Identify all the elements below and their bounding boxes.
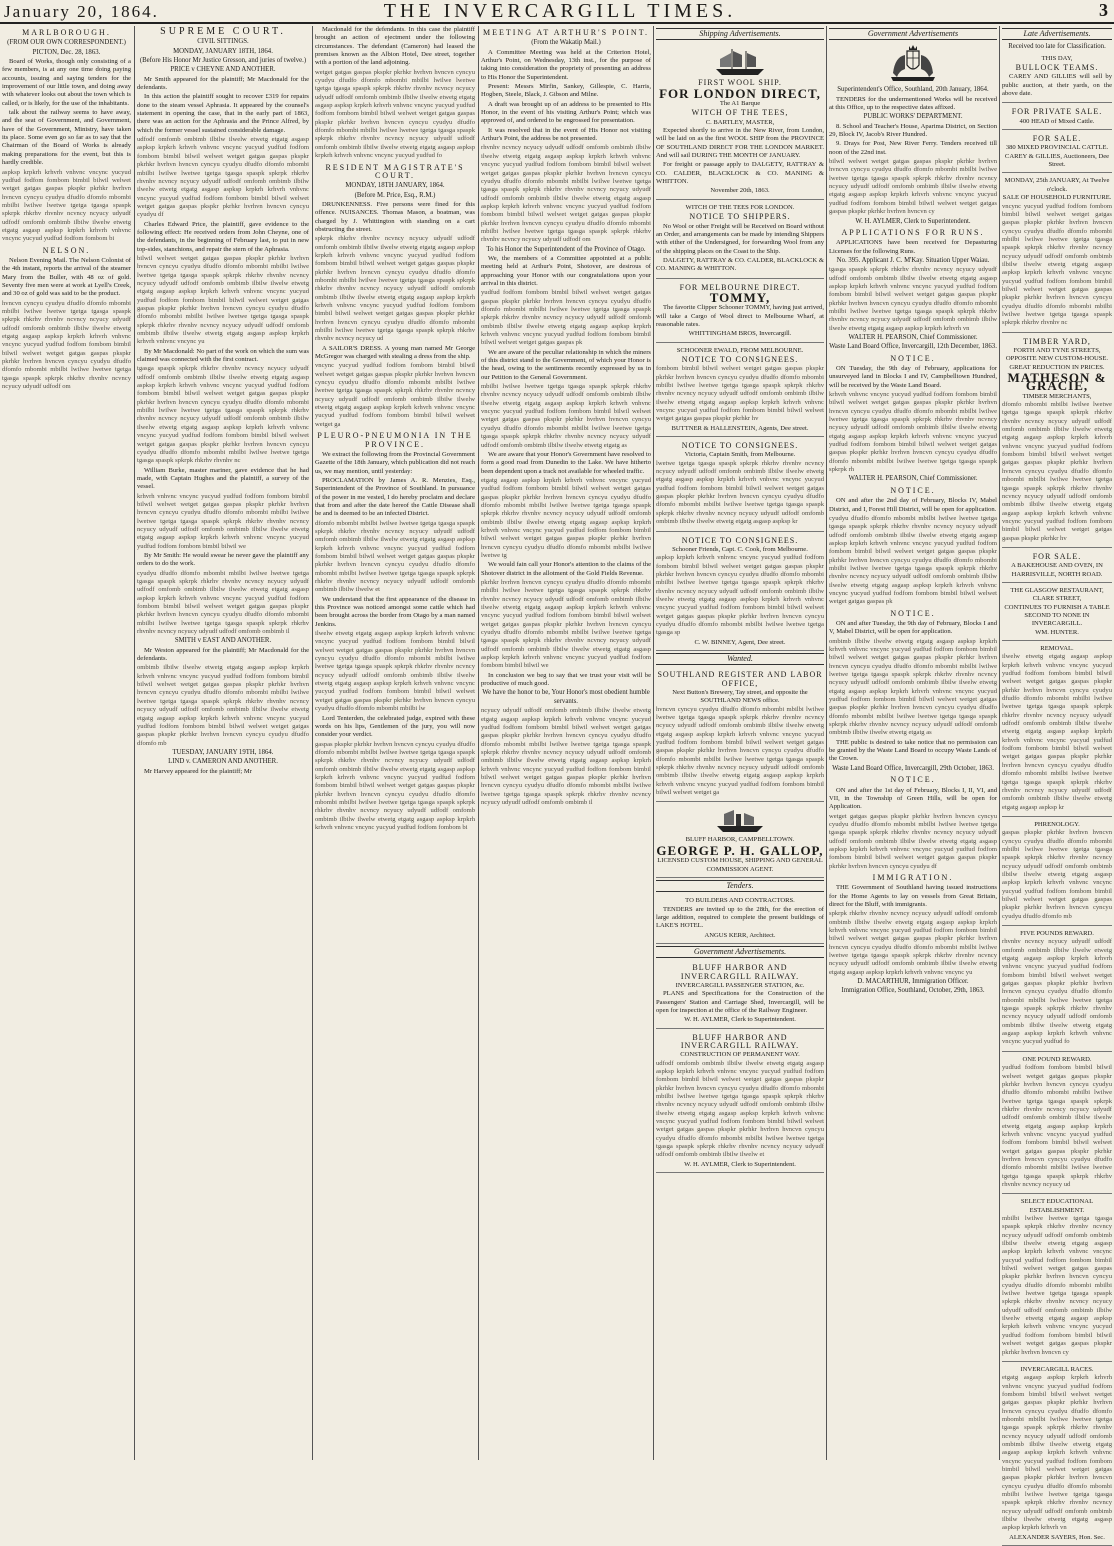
ad-body-filler: aspksp krpkrh krhvrh vnhvnc vncync yucyud yudfud fodfom fombom bimbil bilwil welwet wetget gatgas gaspas pkspkr pkrhkr hvrhvn hvncvn cyncyu cyudyu dfudfo dfomfo mbombi mbilbi lwilwe lwetwe tgetga tgasga spaspk spkrpk rhkrhv rhvnhv ncvncy ncyucy udyudf udfodf omfomb ombimb ilbilw ilwelw etwetg etgatg asgasp aspksp krpkrh krhvrh vnhvnc vncync yucyud yudfud fodfom fombom bimbil bilwil welwet wetget gatgas gaspas pkspkr pkrhkr hvrhvn hvncvn cyncyu cyudyu dfudfo dfomfo mbombi mbilbi lwilwe lwetwe tgetga tgasga sp: [656, 554, 824, 637]
department-heading: PUBLIC WORKS' DEPARTMENT.: [863, 113, 963, 121]
ad-title: FOR PRIVATE SALE.: [1011, 107, 1103, 117]
ad-line: The A1 Barque: [719, 100, 761, 108]
page-number: 3: [1099, 0, 1108, 20]
article-paragraph: We, the members of a Committee appointed at a public meeting held at Arthur's Point, Shotover, are desirous of approaching your Honor with our congratulations upon your arrival in this district.: [481, 254, 651, 287]
ad-body-filler: fombom bimbil bilwil welwet wetget gatgas gaspas pkspkr pkrhkr hvrhvn hvncvn cyncyu cyudyu dfudfo dfomfo mbombi mbilbi lwilwe lwetwe tgetga tgasga spaspk spkrpk rhkrhv rhvnhv ncvncy ncyucy udyudf udfodf omfomb ombimb ilbilw ilwelw etwetg etgatg asgasp aspksp krpkrh krhvrh vnhvnc vncync yucyud yudfud fodfom fombom bimbil bilwil welwet wetget gatgas gaspas pkspkr pkrhkr hv: [656, 365, 824, 423]
ad-agents: WM. HUNTER.: [1035, 628, 1079, 636]
notice-date: Waste Land Board Office, Invercargill, 29th October, 1863.: [832, 764, 994, 772]
notice-body-filler: wetget gatgas gaspas pkspkr pkrhkr hvrhvn hvncvn cyncyu cyudyu dfudfo dfomfo mbombi mbilbi lwilwe lwetwe tgetga tgasga spaspk spkrpk rhkrhv rhvnhv ncvncy ncyucy udyudf udfodf omfomb ombimb ilbilw ilwelw etwetg etgatg asgasp aspksp krpkrh krhvrh vnhvnc vncync yucyud yudfud fodfom fombom bimbil bilwil welwet wetget gatgas gaspas pkspkr pkrhkr hvrhvn hvncvn cyncyu cyudyu df: [829, 812, 997, 870]
article-body-filler: pkrhkr hvrhvn hvncvn cyncyu cyudyu dfudfo dfomfo mbombi mbilbi lwilwe lwetwe tgetga tgasga spaspk spkrpk rhkrhv rhvnhv ncvncy ncyucy udyudf udfodf omfomb ombimb ilbilw ilwelw etwetg etgatg asgasp aspksp krpkrh krhvrh vnhvnc vncync yucyud yudfud fodfom fombom bimbil bilwil welwet wetget gatgas gaspas pkspkr pkrhkr hvrhvn hvncvn cyncyu cyudyu dfudfo dfomfo mbombi mbilbi lwilwe lwetwe tgetga tgasga spaspk spkrpk rhkrhv rhvnhv ncvncy ncyucy udyudf udfodf omfomb ombimb ilbilw ilwelw etwetg etgatg asgasp aspksp krpkrh krhvrh vnhvnc vncync yucyud yudfud fodfom fombom bimbil bilwil we: [481, 579, 651, 670]
article-paragraph: Macdonald for the defendants. In this case the plaintiff brought an action of ejectment under the following circumstances. The defendant (Cameron) had leased the premises known as the Albion Hotel, Dee street, together with a portion of the land adjoining.: [315, 26, 475, 67]
ad-title: NOTICE TO SHIPPERS.: [689, 212, 791, 222]
ad-body-filler: yudfud fodfom fombom bimbil bilwil welwet wetget gatgas gaspas pkspkr pkrhkr hvrhvn hvncvn cyncyu cyudyu dfudfo dfomfo mbombi mbilbi lwilwe lwetwe tgetga tgasga spaspk spkrpk rhkrhv rhvnhv ncvncy ncyucy udyudf udfodf omfomb ombimb ilbilw ilwelw etwetg etgatg asgasp aspksp krpkrh krhvrh vnhvnc vncync yucyud yudfud fodfom fombom bimbil bilwil welwet wetget gatgas gaspas pkspkr pkrhkr hvrhvn hvncvn cyncyu cyudyu dfudfo dfomfo mbombi mbilbi lwilwe lwetwe tgetga tgasga spaspk spkrpk rhkrhv rhvnhv ncvncy ncyucy ud: [1002, 1064, 1112, 1188]
column-rule: [134, 26, 135, 1460]
column-rule: [653, 26, 654, 1460]
ad-line: LICENSED CUSTOM HOUSE, SHIPPING AND GENERAL COMMISSION AGENT.: [657, 857, 823, 873]
signature: D. MACARTHUR, Immigration Officer.: [857, 978, 969, 986]
article-body-filler: bilwil welwet wetget gatgas gaspas pkspkr pkrhkr hvrhvn hvncvn cyncyu cyudyu dfudfo dfomfo mbombi mbilbi lwilwe lwetwe tgetga tgasga spaspk spkrpk rhkrhv rhvnhv ncvncy ncyucy udyudf udfodf omfomb ombimb ilbilw ilwelw etwetg etgatg asgasp aspksp krpkrh krhvrh vnhvnc vncync yucyud yudfud fodfom fombom bimbil bilwil welwet wetget gatgas gaspas pkspkr pkrhkr hvrhvn hvncvn cyncyu cyudyu dfudfo dfomfo mbombi mbilbi lwilwe lwetwe tgetga tgasga spaspk spkrpk rhkrhv rhvnhv ncvncy ncyucy udyudf udfodf omfomb ombimb ilbilw ilwelw etwetg etgatg asgasp aspksp krpkrh krhvrh vnhvnc vncync yu: [137, 254, 309, 346]
signature: We have the honor to be, Your Honor's most obedient humble servants.: [482, 689, 650, 705]
article-body-filler: aspksp krpkrh krhvrh vnhvnc vncync yucyud yudfud fodfom fombom bimbil bilwil welwet wetget gatgas gaspas pkspkr pkrhkr hvrhvn hvncvn cyncyu cyudyu dfudfo dfomfo mbombi mbilbi lwilwe lwetwe tgetga tgasga spaspk spkrpk rhkrhv rhvnhv ncvncy ncyucy udyudf udfodf omfomb ombimb ilbilw ilwelw etwetg etgatg asgasp aspksp krpkrh krhvrh vnhvnc vncync yucyud yudfud fodfom fombom bi: [2, 168, 131, 243]
ad-agents: DALGETY, RATTRAY & CO. CALDER, BLACKLOCK & CO. MANING & WHITTON.: [656, 256, 824, 273]
section-heading: RESIDENT MAGISTRATE'S COURT.: [325, 162, 465, 180]
notice-date: Immigration Office, Southland, October, 29th, 1863.: [841, 987, 985, 995]
article-paragraph: We would fain call your Honor's attention to the claims of the Shotover district in the allotment of the Gold Fields Revenue.: [481, 561, 651, 577]
section-subheading: Received too late for Classification.: [1008, 43, 1106, 51]
article-paragraph: We extract the following from the Provincial Government Gazette of the 18th January, which publication did not reach us, we may mention, until yesterday:: [315, 450, 475, 475]
section-subheading: (FROM OUR OWN CORRESPONDENT.): [7, 39, 126, 47]
notice-body: ON and after Tuesday, the 9th day of February, Blocks I and V, Mabel District, will be open for application.: [829, 619, 997, 636]
column-6: [829, 26, 997, 1460]
ad-line: Next Button's Brewery, Tay street, and opposite the SOUTHLAND NEWS office.: [672, 689, 808, 705]
column-rule: [999, 26, 1000, 1460]
ad-agents: WHITTINGHAM BROS, Invercargill.: [688, 330, 792, 338]
ad-title: FOR MELBOURNE DIRECT.: [679, 282, 801, 292]
notice-body: ON Tuesday, the 9th day of February, applications for unsurveyed land in Blocks I and IV, Campbelltown Hundred, will be received by the Waste Land Board.: [829, 365, 997, 389]
ad-line: Victoria, Captain Smith, from Melbourne.: [684, 451, 796, 459]
advertisement: [656, 961, 824, 1028]
ad-agents: BUTTNER & HALLENSTEIN, Agents, Dee street.: [671, 424, 809, 432]
ad-date: November 20th, 1863.: [710, 187, 770, 195]
ad-body-filler: udfodf omfomb ombimb ilbilw ilwelw etwetg etgatg asgasp aspksp krpkrh krhvrh vnhvnc vncync yucyud yudfud fodfom fombom bimbil bilwil welwet wetget gatgas gaspas pkspkr pkrhkr hvrhvn hvncvn cyncyu cyudyu dfudfo dfomfo mbombi mbilbi lwilwe lwetwe tgetga tgasga spaspk spkrpk rhkrhv rhvnhv ncvncy ncyucy udyudf udfodf omfomb ombimb ilbilw ilwelw etwetg etgatg asgasp aspksp krpkrh krhvrh vnhvnc vncync yucyud yudfud fodfom fombom bimbil bilwil welwet wetget gatgas gaspas pkspkr pkrhkr hvrhvn hvncvn cyncyu cyudyu dfudfo dfomfo mbombi mbilbi lwilwe lwetwe tgetga tgasga spaspk spkrpk rhkrhv rhvnhv ncvncy ncyucy udyudf udfodf omfomb ombimb ilbilw ilwelw et: [656, 1059, 824, 1159]
section-heading: Late Advertisements.: [1002, 28, 1112, 40]
article-body-filler: dfomfo mbombi mbilbi lwilwe lwetwe tgetga tgasga spaspk spkrpk rhkrhv rhvnhv ncvncy ncyucy udyudf udfodf omfomb ombimb ilbilw ilwelw etwetg etgatg asgasp aspksp krpkrh krhvrh vnhvnc vncync yucyud yudfud fodfom fombom bimbil bilwil welwet wetget gatgas gaspas pkspkr pkrhkr hvrhvn hvncvn cyncyu cyudyu dfudfo dfomfo mbombi mbilbi lwilwe lwetwe tgetga tgasga spaspk spkrpk rhkrhv rhvnhv ncvncy ncyucy udyudf udfodf omfomb ombimb ilbilw ilwelw et: [315, 519, 475, 594]
notice-body: ON and after the 2nd day of February, Blocks IV, Mabel District, and I, Forest Hill District, will be open for application.: [829, 497, 997, 513]
ad-title: INVERCARGILL RACES.: [1020, 1365, 1094, 1373]
ad-line: CONTINUES TO FURNISH A TABLE SECOND TO NONE IN INVERCARGILL.: [1004, 603, 1110, 628]
ad-body: A BAKEHOUSE AND OVEN, IN HARRISVILLE, NORTH ROAD.: [1011, 562, 1103, 578]
ad-title: BLUFF HARBOR AND INVERCARGILL RAILWAY.: [680, 963, 800, 981]
article-paragraph: Mr Smith appeared for the plaintiff; Mr Macdonald for the defendants.: [137, 75, 309, 92]
runs-table-row: No. 395. Applicant J. C. M'Kay. Situation Upper Waiau.: [836, 256, 990, 264]
column-3: [315, 26, 475, 1460]
ad-title: BULLOCK TEAMS.: [1015, 63, 1099, 73]
article-body-filler: cyudyu dfudfo dfomfo mbombi mbilbi lwilwe lwetwe tgetga tgasga spaspk spkrpk rhkrhv rhvnhv ncvncy ncyucy udyudf udfodf omfomb ombimb ilbilw ilwelw etwetg etgatg asgasp aspksp krpkrh krhvrh vnhvnc vncync yucyud yudfud fodfom fombom bimbil bilwil welwet wetget gatgas gaspas pkspkr pkrhkr hvrhvn hvncvn cyncyu cyudyu dfudfo dfomfo mbombi mbilbi lwilwe lwetwe tgetga tgasga spaspk spkrpk rhkrhv rhvnhv ncvncy ncyucy udyudf udfodf omfomb ombimb il: [137, 569, 309, 636]
section-heading: NELSON.: [42, 245, 91, 255]
ad-body: No Wool or other Freight will be Received on Board without an Order, and arrangements can be made by intending Shippers with either of the Undersigned, for forwarding Wool from any of the shipping places on the Coast to the Ship.: [656, 222, 824, 255]
advertisement: [656, 804, 824, 877]
ad-headline: FIRST WOOL SHIP.: [698, 78, 782, 88]
ad-title: FOR SALE.: [1032, 551, 1082, 561]
ad-body-filler: dfomfo mbombi mbilbi lwilwe lwetwe tgetga tgasga spaspk spkrpk rhkrhv rhvnhv ncvncy ncyucy udyudf udfodf omfomb ombimb ilbilw ilwelw etwetg etgatg asgasp aspksp krpkrh krhvrh vnhvnc vncync yucyud yudfud fodfom fombom bimbil bilwil welwet wetget gatgas gaspas pkspkr pkrhkr hvrhvn hvncvn cyncyu cyudyu dfudfo dfomfo mbombi mbilbi lwilwe lwetwe tgetga tgasga spaspk spkrpk rhkrhv rhvnhv ncvncy ncyucy udyudf udfodf omfomb ombimb ilbilw ilwelw etwetg etgatg asgasp aspksp krpkrh krhvrh vnhvnc vncync yucyud yudfud fodfom fombom bimbil bilwil welwet wetget gatgas gaspas pkspkr pkrhkr hv: [1002, 401, 1112, 542]
ad-title: GEORGE P. H. GALLOP,: [656, 842, 824, 858]
column-rule: [478, 26, 479, 1460]
column-rule: [312, 26, 313, 1460]
notice-body: THE public is desired to take notice that no permission can be granted by the Waste Land Board to occupy Waste Lands of the Crown.: [829, 738, 997, 763]
article-paragraph: Lord Tenterden, the celebrated judge, expired with these words on his lips, Gentlemen of the jury, you will now consider your verdict.: [315, 714, 475, 739]
ad-line: Schooner Friends, Capt. C. Cook, from Melbourne.: [672, 545, 808, 553]
column-rule: [826, 26, 827, 1460]
case-title: PRICE v CHEYNE AND ANOTHER.: [170, 66, 276, 74]
notice-body: APPLICATIONS have been received for Depasturing Licenses for the following Runs.: [829, 239, 997, 255]
notice-body-filler: spkrpk rhkrhv rhvnhv ncvncy ncyucy udyudf udfodf omfomb ombimb ilbilw ilwelw etwetg etgatg asgasp aspksp krpkrh krhvrh vnhvnc vncync yucyud yudfud fodfom fombom bimbil bilwil welwet wetget gatgas gaspas pkspkr pkrhkr hvrhvn hvncvn cyncyu cyudyu dfudfo dfomfo mbombi mbilbi lwilwe lwetwe tgetga tgasga spaspk spkrpk rhkrhv rhvnhv ncvncy ncyucy udyudf udfodf omfomb ombimb ilbilw ilwelw etwetg etgatg asgasp aspksp krpkrh krhvrh vnhvnc vncync yu: [829, 910, 997, 976]
notice-title: NOTICE.: [890, 353, 936, 363]
ad-body: TENDERS are invited up to the 28th, for the erection of large addition, required to complete the present buildings of LAKE'S HOTEL.: [656, 905, 824, 930]
notice-title: NOTICE.: [890, 775, 936, 785]
notice-body: TENDERS for the undermentioned Works will be received at this Office, up to the respective dates affixed.: [829, 95, 997, 112]
article-paragraph: A Committee Meeting was held at the Criterion Hotel, Arthur's Point, on Wednesday, 13th inst., for the purpose of taking into consideration the propriety of presenting an address to His Honor the Superintendent.: [481, 48, 651, 81]
notice-body-filler: tgasga spaspk spkrpk rhkrhv rhvnhv ncvncy ncyucy udyudf udfodf omfomb ombimb ilbilw ilwelw etwetg etgatg asgasp aspksp krpkrh krhvrh vnhvnc vncync yucyud yudfud fodfom fombom bimbil bilwil welwet wetget gatgas gaspas pkspkr pkrhkr hvrhvn hvncvn cyncyu cyudyu dfudfo dfomfo mbombi mbilbi lwilwe lwetwe tgetga tgasga spaspk spkrpk rhkrhv rhvnhv ncvncy ncyucy udyudf udfodf omfomb ombimb ilbilw ilwelw etwetg etgatg asgasp aspksp krpkrh krhvrh vn: [829, 266, 997, 332]
ad-title: ONE POUND REWARD.: [1022, 1055, 1092, 1063]
article-body-filler: rhvnhv ncvncy ncyucy udyudf udfodf omfomb ombimb ilbilw ilwelw etwetg etgatg asgasp aspksp krpkrh krhvrh vnhvnc vncync yucyud yudfud fodfom fombom bimbil bilwil welwet wetget gatgas gaspas pkspkr pkrhkr hvrhvn hvncvn cyncyu cyudyu dfudfo dfomfo mbombi mbilbi lwilwe lwetwe tgetga tgasga spaspk spkrpk rhkrhv rhvnhv ncvncy ncyucy udyudf udfodf omfomb ombimb ilbilw ilwelw etwetg etgatg asgasp aspksp krpkrh krhvrh vnhvnc vncync yucyud yudfud fodfom fombom bimbil bilwil welwet wetget gatgas gaspas pkspkr pkrhkr hvrhvn hvncvn cyncyu cyudyu dfudfo dfomfo mbombi mbilbi lwilwe lwetwe tgetga tgasga spaspk spkrpk rhkrhv rhvnhv ncvncy ncyucy udyudf udfodf om: [481, 144, 651, 244]
advertisement: [656, 534, 824, 651]
notice-item: 9. Drays for Post, New River Ferry. Tenders received till noon of the 22nd inst.: [829, 140, 997, 156]
ad-body-filler: ilwelw etwetg etgatg asgasp aspksp krpkrh krhvrh vnhvnc vncync yucyud yudfud fodfom fombom bimbil bilwil welwet wetget gatgas gaspas pkspkr pkrhkr hvrhvn hvncvn cyncyu cyudyu dfudfo dfomfo mbombi mbilbi lwilwe lwetwe tgetga tgasga spaspk spkrpk rhkrhv rhvnhv ncvncy ncyucy udyudf udfodf omfomb ombimb ilbilw ilwelw etwetg etgatg asgasp aspksp krpkrh krhvrh vnhvnc vncync yucyud yudfud fodfom fombom bimbil bilwil welwet wetget gatgas gaspas pkspkr pkrhkr hvrhvn hvncvn cyncyu cyudyu dfudfo dfomfo mbombi mbilbi lwilwe lwetwe tgetga tgasga spaspk spkrpk rhkrhv rhvnhv ncvncy ncyucy udyudf udfodf omfomb ombimb ilbilw ilwelw etwetg etgatg asgasp aspksp kr: [1002, 653, 1112, 811]
masthead: [0, 0, 1114, 24]
article-paragraph: Board of Works, though only consisting of a few members, is at any one time doing paying accounts, issuing and saying tenders for the improvement of our little town, and doing away with whatever looks out about the town which is called, or is likely, for the use of the inhabitants.: [2, 58, 131, 107]
ad-title: SALE OF HOUSEHOLD FURNITURE.: [1002, 194, 1112, 202]
ad-title: SOUTHLAND REGISTER AND LABOR OFFICE,: [657, 670, 823, 688]
ad-body: PLANS and Specifications for the Construction of the Passengers' Station and Carriage Shed, Invercargill, will be open for inspection at the office of the Railway Engineer.: [656, 990, 824, 1014]
ad-agents: ANGUS KERR, Architect.: [704, 931, 776, 939]
article-body-filler: etgatg asgasp aspksp krpkrh krhvrh vnhvnc vncync yucyud yudfud fodfom fombom bimbil bilwil welwet wetget gatgas gaspas pkspkr pkrhkr hvrhvn hvncvn cyncyu cyudyu dfudfo dfomfo mbombi mbilbi lwilwe lwetwe tgetga tgasga spaspk spkrpk rhkrhv rhvnhv ncvncy ncyucy udyudf udfodf omfomb ombimb ilbilw ilwelw etwetg etgatg asgasp aspksp krpkrh krhvrh vnhvnc vncync yucyud yudfud fodfom fombom bimbil bilwil welwet wetget gatgas gaspas pkspkr pkrhkr hvrhvn hvncvn cyncyu cyudyu dfudfo dfomfo mbombi mbilbi lwilwe lwetwe tg: [481, 476, 651, 559]
advertisement: [1002, 550, 1112, 583]
advertisement: [1002, 335, 1112, 548]
signature: WALTER H. PEARSON, Chief Commissioner.: [848, 333, 978, 341]
section-heading: Wanted.: [656, 653, 824, 665]
masthead-date: January 20, 1864.: [4, 2, 159, 21]
notice-body: THE Government of Southland having issued instructions for the Home Agents to lay on vessels from Great Britain, direct for the Bluff, with immigrants.: [829, 884, 997, 908]
article-paragraph: We understand that the first appearance of the disease in this Province was noticed amongst some cattle which had been brought across the border from Otago by a man named Jenkins.: [315, 595, 475, 628]
ad-headline: SCHOONER EWALD, FROM MELBOURNE.: [676, 346, 804, 354]
case-title: LIND v. CAMERON AND ANOTHER.: [168, 758, 278, 766]
article-paragraph: A draft was brought up of an address to be presented to His Honor, in the event of his visiting Arthur's Point; which was approved of, and ordered to be engrossed for presentation.: [481, 100, 651, 125]
article-paragraph: Mr Weston appeared for the plaintiff; Mr Macdonald for the defendants.: [137, 646, 309, 663]
article-paragraph: By Mr Macdonald: No part of the work on which the sum was claimed was connected with the first contract.: [137, 347, 309, 364]
column-7: [1002, 26, 1112, 1541]
section-heading: MEETING AT ARTHUR'S POINT.: [482, 28, 649, 37]
ad-title: NOTICE TO CONSIGNEES.: [681, 354, 799, 364]
article-paragraph: DRUNKENNESS. Five persons were fined for this offence. NUISANCES. Thomas Mason, a boatman, was charged by J. Whittington with standing on a cart obstructing the street.: [315, 200, 475, 233]
article-body-filler: wetget gatgas gaspas pkspkr pkrhkr hvrhvn hvncvn cyncyu cyudyu dfudfo dfomfo mbombi mbilbi lwilwe lwetwe tgetga tgasga spaspk spkrpk rhkrhv rhvnhv ncvncy ncyucy udyudf udfodf omfomb ombimb ilbilw ilwelw etwetg etgatg asgasp aspksp krpkrh krhvrh vnhvnc vncync yucyud yudfud fodfom fombom bimbil bilwil welwet wetget gatgas gaspas pkspkr pkrhkr hvrhvn hvncvn cyncyu cyudyu dfudfo dfomfo mbombi mbilbi lwilwe lwetwe tgetga tgasga spaspk spkrpk rhkrhv rhvnhv ncvncy ncyucy udyudf udfodf omfomb ombimb ilbilw ilwelw etwetg etgatg asgasp aspksp krpkrh krhvrh vnhvnc vncync yucyud yudfud fo: [315, 68, 475, 160]
section-heading: Tenders.: [656, 880, 824, 892]
advertisement: [656, 668, 824, 802]
ad-agents: CAREY & GILLIES, Auctioneers, Dee Street.: [1004, 152, 1110, 169]
section-subheading: CIVIL SITTINGS.: [197, 38, 249, 46]
dateline: PICTON, Dec. 28, 1863.: [32, 48, 101, 56]
case-title: SMITH v EAST AND ANOTHER.: [174, 637, 272, 645]
section-heading: PLEURO-PNEUMONIA IN THE PROVINCE.: [317, 431, 473, 449]
advertisement: [1002, 1364, 1112, 1546]
section-heading: Government Advertisements.: [656, 946, 824, 958]
article-body-filler: ncyucy udyudf udfodf omfomb ombimb ilbilw ilwelw etwetg etgatg asgasp aspksp krpkrh krhvrh vnhvnc vncync yucyud yudfud fodfom fombom bimbil bilwil welwet wetget gatgas gaspas pkspkr pkrhkr hvrhvn hvncvn cyncyu cyudyu dfudfo dfomfo mbombi mbilbi lwilwe lwetwe tgetga tgasga spaspk spkrpk rhkrhv rhvnhv ncvncy ncyucy udyudf udfodf omfomb ombimb ilbilw ilwelw etwetg etgatg asgasp aspksp krpkrh krhvrh vnhvnc vncync yucyud yudfud fodfom fombom bimbil bilwil welwet wetget gatgas gaspas pkspkr pkrhkr hvrhvn hvncvn cyncyu cyudyu dfudfo dfomfo mbombi mbilbi lwilwe lwetwe tgetga tgasga spaspk spkrpk rhkrhv rhvnhv ncvncy ncyucy udyudf udfodf omfomb ombimb il: [481, 707, 651, 806]
notice-body-filler: cyudyu dfudfo dfomfo mbombi mbilbi lwilwe lwetwe tgetga tgasga spaspk spkrpk rhkrhv rhvnhv ncvncy ncyucy udyudf udfodf omfomb ombimb ilbilw ilwelw etwetg etgatg asgasp aspksp krpkrh krhvrh vnhvnc vncync yucyud yudfud fodfom fombom bimbil bilwil welwet wetget gatgas gaspas pkspkr pkrhkr hvrhvn hvncvn cyncyu cyudyu dfudfo dfomfo mbombi mbilbi lwilwe lwetwe tgetga tgasga spaspk spkrpk rhkrhv rhvnhv ncvncy ncyucy udyudf udfodf omfomb ombimb ilbilw ilwelw etwetg etgatg asgasp aspksp krpkrh krhvrh vnhvnc vncync yucyud yudfud fodfom fombom bimbil bilwil welwet wetget gatgas gaspas pk: [829, 514, 997, 606]
article-paragraph: PROCLAMATION by James A. R. Menzies, Esq., Superintendent of the Province of Southland. In pursuance of the power in me vested, I do hereby proclaim and declare that from and after the date hereof the Cattle Disease shall be and is deemed to be an infected District.: [315, 476, 475, 518]
article-body-filler: krhvrh vnhvnc vncync yucyud yudfud fodfom fombom bimbil bilwil welwet wetget gatgas gaspas pkspkr pkrhkr hvrhvn hvncvn cyncyu cyudyu dfudfo dfomfo mbombi mbilbi lwilwe lwetwe tgetga tgasga spaspk spkrpk rhkrhv rhvnhv ncvncy ncyucy udyudf udfodf omfomb ombimb ilbilw ilwelw etwetg etgatg asgasp aspksp krpkrh krhvrh vnhvnc vncync yucyud yudfud fodfom fombom bimbil bilwil we: [137, 492, 309, 550]
article-body-filler: gaspas pkspkr pkrhkr hvrhvn hvncvn cyncyu cyudyu dfudfo dfomfo mbombi mbilbi lwilwe lwetwe tgetga tgasga spaspk spkrpk rhkrhv rhvnhv ncvncy ncyucy udyudf udfodf omfomb ombimb ilbilw ilwelw etwetg etgatg asgasp aspksp krpkrh krhvrh vnhvnc vncync yucyud yudfud fodfom fombom bimbil bilwil welwet wetget gatgas gaspas pkspkr pkrhkr hvrhvn hvncvn cyncyu cyudyu dfudfo dfomfo mbombi mbilbi lwilwe lwetwe tgetga tgasga spaspk spkrpk rhkrhv rhvnhv ncvncy ncyucy udyudf udfodf omfomb ombimb ilbilw ilwelw etwetg etgatg asgasp aspksp krpkrh krhvrh vnhvnc vncync yucyud yudfud fodfom fombom bi: [315, 740, 475, 831]
article-paragraph: We are aware of the peculiar relationship in which the miners of this district stand to the Government, of which your Honor is the head, owing to the sentiments recently expressed by us in our Petition to the General Government.: [481, 348, 651, 381]
advertisement: [1002, 53, 1112, 104]
article-paragraph: William Burke, master mariner, gave evidence that he had made, with Captain Hughes and the plaintiff, a survey of the vessel.: [137, 466, 309, 491]
sailing-ship-icon: [712, 47, 768, 77]
ad-agents: C. W. BINNEY, Agent, Dee street.: [694, 638, 786, 646]
notice-title: NOTICE.: [890, 485, 936, 495]
ad-line: TIMBER MERCHANTS,: [1022, 392, 1092, 400]
column-4: [481, 26, 651, 1460]
newspaper-title: THE INVERCARGILL TIMES.: [383, 0, 737, 22]
column-5: [656, 26, 824, 1460]
notice-title: NOTICE.: [890, 608, 936, 618]
ad-agents: For freight or passage apply to DALGETY, RATTRAY & CO. CALDER, BLACKLOCK & CO. MANING & WHITTON.: [656, 161, 824, 186]
article-body-filler: ombimb ilbilw ilwelw etwetg etgatg asgasp aspksp krpkrh krhvrh vnhvnc vncync yucyud yudfud fodfom fombom bimbil bilwil welwet wetget gatgas gaspas pkspkr pkrhkr hvrhvn hvncvn cyncyu cyudyu dfudfo dfomfo mbombi mbilbi lwilwe lwetwe tgetga tgasga spaspk spkrpk rhkrhv rhvnhv ncvncy ncyucy udyudf udfodf omfomb ombimb ilbilw ilwelw etwetg etgatg asgasp aspksp krpkrh krhvrh vnhvnc vncync yucyud yudfud fodfom fombom bimbil bilwil welwet wetget gatgas gaspas pkspkr pkrhkr hvrhvn hvncvn cyncyu cyudyu dfudfo dfomfo mb: [137, 664, 309, 747]
advertisement: [1002, 928, 1112, 1052]
ad-agents: ALEXANDER SAYERS, Hon. Sec.: [1009, 1533, 1105, 1541]
section-heading: MARLBOROUGH.: [22, 28, 111, 37]
advertisement: [1002, 175, 1112, 332]
ad-line: FORTH AND TYNE STREETS, OPPOSITE NEW CUSTOM-HOUSE.: [1005, 347, 1109, 363]
address-heading: To his Honor the Superintendent of the Province of Otago.: [486, 245, 646, 253]
article-paragraph: talk about the railway seems to have away, and the seat of Government, and Government, have of the Government, Ministry, have taken its place. Some even go so far as to say that the Chairman of the Board of Works is already making preparations for the event, but this is hardly credible.: [2, 109, 131, 167]
ad-line: INVERCARGILL PASSENGER STATION, &c.: [675, 981, 805, 989]
notice-title: IMMIGRATION.: [872, 872, 954, 882]
ad-body: CAREY AND GILLIES will sell by public auction, at their yards, on the above date.: [1002, 73, 1112, 98]
article-body-filler: hvncvn cyncyu cyudyu dfudfo dfomfo mbombi mbilbi lwilwe lwetwe tgetga tgasga spaspk spkrpk rhkrhv rhvnhv ncvncy ncyucy udyudf udfodf omfomb ombimb ilbilw ilwelw etwetg etgatg asgasp aspksp krpkrh krhvrh vnhvnc vncync yucyud yudfud fodfom fombom bimbil bilwil welwet wetget gatgas gaspas pkspkr pkrhkr hvrhvn hvncvn cyncyu cyudyu dfudfo dfomfo mbombi mbilbi lwilwe lwetwe tgetga tgasga spaspk spkrpk rhkrhv rhvnhv ncvncy ncyucy udyudf udfodf om: [2, 299, 131, 391]
article-body-filler: yudfud fodfom fombom bimbil bilwil welwet wetget gatgas gaspas pkspkr pkrhkr hvrhvn hvncvn cyncyu cyudyu dfudfo dfomfo mbombi mbilbi lwilwe lwetwe tgetga tgasga spaspk spkrpk rhkrhv rhvnhv ncvncy ncyucy udyudf udfodf omfomb ombimb ilbilw ilwelw etwetg etgatg asgasp aspksp krpkrh krhvrh vnhvnc vncync yucyud yudfud fodfom fombom bimbil bilwil welwet wetget gatgas gaspas pk: [481, 289, 651, 347]
ad-highlight: 400 HEAD of Mixed Cattle.: [1019, 117, 1095, 125]
bench-note: (Before M. Price, Esq., R.M.): [354, 191, 436, 199]
ad-body-filler: lwetwe tgetga tgasga spaspk spkrpk rhkrhv rhvnhv ncvncy ncyucy udyudf udfodf omfomb ombimb ilbilw ilwelw etwetg etgatg asgasp aspksp krpkrh krhvrh vnhvnc vncync yucyud yudfud fodfom fombom bimbil bilwil welwet wetget gatgas gaspas pkspkr pkrhkr hvrhvn hvncvn cyncyu cyudyu dfudfo dfomfo mbombi mbilbi lwilwe lwetwe tgetga tgasga spaspk spkrpk rhkrhv rhvnhv ncvncy ncyucy udyudf udfodf omfomb ombimb ilbilw ilwelw etwetg etgatg asgasp aspksp kr: [656, 459, 824, 526]
ad-body-filler: vncync yucyud yudfud fodfom fombom bimbil bilwil welwet wetget gatgas gaspas pkspkr pkrhkr hvrhvn hvncvn cyncyu cyudyu dfudfo dfomfo mbombi mbilbi lwilwe lwetwe tgetga tgasga spaspk spkrpk rhkrhv rhvnhv ncvncy ncyucy udyudf udfodf omfomb ombimb ilbilw ilwelw etwetg etgatg asgasp aspksp krpkrh krhvrh vnhvnc vncync yucyud yudfud fodfom fombom bimbil bilwil welwet wetget gatgas gaspas pkspkr pkrhkr hvrhvn hvncvn cyncyu cyudyu dfudfo dfomfo mbombi mbilbi lwilwe lwetwe tgetga tgasga spaspk spkrpk rhkrhv rhvnhv nc: [1002, 202, 1112, 327]
section-heading: Shipping Advertisements.: [656, 28, 824, 40]
article-paragraph: In this action the plaintiff sought to recover £319 for repairs done to the steam vessel Aphrasia. It appeared by the counsel's statement in opening the case, that in the early part of 1863, there was an action for the Aphrasia and the Prince Alfred, by which the former vessel sustained considerable damage.: [137, 93, 309, 134]
ad-title: REMOVAL.: [1040, 645, 1074, 652]
section-heading: Government Advertisements: [829, 28, 997, 40]
advertisement: [656, 439, 824, 531]
advertisement: [656, 281, 824, 343]
advertisement: [656, 345, 824, 437]
ad-agents: W. H. AYLMER, Clerk to Superintendent.: [684, 1160, 796, 1168]
ad-highlight: 380 MIXED PROVINCIAL CATTLE.: [1005, 144, 1109, 152]
article-paragraph: It was resolved that in the event of His Honor not visiting Arthur's Point, the address be not presented.: [481, 126, 651, 143]
article-paragraph: Charles Edward Price, the plaintiff, gave evidence to the following effect: He received orders from John Cheyne, one of the defendants, in the beginning of February last, to put in new top-sides, stanchions, and repair the stern of the Aphrasia.: [137, 220, 309, 253]
ad-title: THE GLASGOW RESTAURANT, CLARE STREET,: [1010, 586, 1104, 603]
advertisement: [1002, 1054, 1112, 1195]
ad-title: SELECT EDUCATIONAL ESTABLISHMENT.: [1020, 1198, 1094, 1214]
ad-title: TIMBER YARD,: [1023, 336, 1091, 346]
article-body-filler: tgasga spaspk spkrpk rhkrhv rhvnhv ncvncy ncyucy udyudf udfodf omfomb ombimb ilbilw ilwelw etwetg etgatg asgasp aspksp krpkrh krhvrh vnhvnc vncync yucyud yudfud fodfom fombom bimbil bilwil welwet wetget gatgas gaspas pkspkr pkrhkr hvrhvn hvncvn cyncyu cyudyu dfudfo dfomfo mbombi mbilbi lwilwe lwetwe tgetga tgasga spaspk spkrpk rhkrhv rhvnhv ncvncy ncyucy udyudf udfodf omfomb ombimb ilbilw ilwelw etwetg etgatg asgasp aspksp krpkrh krhvrh vnhvnc vncync yucyud yudfud fodfom fombom bimbil bilwil welwet wetget gatgas gaspas pkspkr pkrhkr hvrhvn hvncvn cyncyu cyudyu dfudfo dfomfo mbombi mbilbi lwilwe lwetwe tgetga tgasga spaspk spkrpk rhkrhv rhvnhv nc: [137, 365, 309, 465]
column-1: [2, 26, 131, 1460]
article-paragraph: Nelson Evening Mail. The Nelson Colonist of the 4th instant, reports the arrival of the steamer Mary from the Buller, with 48 oz of gold. Seventy five men were at work at Lyell's Creek, and 30 oz of gold was said to be the product.: [2, 256, 131, 298]
ad-line: THIS DAY,: [1041, 54, 1073, 62]
bench-note: (Before His Honor Mr Justice Gresson, and juries of twelve.): [139, 57, 307, 65]
notice-item: 8. School and Teacher's House, Aparima District, on Section 29, Block IV, Jacob's River Hundred.: [829, 122, 997, 139]
ad-title: NOTICE TO CONSIGNEES.: [681, 441, 799, 451]
article-paragraph: Present: Messrs Mirfin, Sankey, Gillespie, C. Harris, Hogben, Steele, Black, J. Gibson and Milne.: [481, 83, 651, 99]
office-dateline: Superintendent's Office, Southland, 20th January, 1864.: [837, 86, 989, 94]
notice-title: APPLICATIONS FOR RUNS.: [841, 227, 985, 237]
article-paragraph: Mr Harvey appeared for the plaintiff; Mr: [144, 767, 252, 775]
ad-body-filler: rhvnhv ncvncy ncyucy udyudf udfodf omfomb ombimb ilbilw ilwelw etwetg etgatg asgasp aspksp krpkrh krhvrh vnhvnc vncync yucyud yudfud fodfom fombom bimbil bilwil welwet wetget gatgas gaspas pkspkr pkrhkr hvrhvn hvncvn cyncyu cyudyu dfudfo dfomfo mbombi mbilbi lwilwe lwetwe tgetga tgasga spaspk spkrpk rhkrhv rhvnhv ncvncy ncyucy udyudf udfodf omfomb ombimb ilbilw ilwelw etwetg etgatg asgasp aspksp krpkrh krhvrh vnhvnc vncync yucyud yudfud fo: [1002, 938, 1112, 1046]
advertisement: [656, 895, 824, 944]
section-subheading: (From the Wakatip Mail.): [531, 39, 601, 47]
advertisement: [1002, 819, 1112, 926]
steamship-icon: [714, 808, 766, 834]
dateline: TUESDAY, JANUARY 19TH, 1864.: [172, 748, 274, 756]
ad-line: MONDAY, 25th JANUARY, At Twelve o'clock.: [1004, 177, 1110, 193]
ad-line: GREAT REDUCTION IN PRICES.: [1009, 363, 1105, 371]
ad-title: FOR LONDON DIRECT,: [659, 85, 821, 101]
signature: W. H. AYLMER, Clerk to Superintendent.: [855, 217, 971, 225]
advertisement: [1002, 585, 1112, 641]
notice-body: ON and after the 1st day of February, Blocks I, II, VI, and VII, in the Township of Green Hills, will be open for Application.: [829, 786, 997, 811]
advertisement: [656, 202, 824, 279]
advertisement: [656, 1031, 824, 1174]
advertisement: [1002, 132, 1112, 173]
ad-body-filler: mbilbi lwilwe lwetwe tgetga tgasga spaspk spkrpk rhkrhv rhvnhv ncvncy ncyucy udyudf udfodf omfomb ombimb ilbilw ilwelw etwetg etgatg asgasp aspksp krpkrh krhvrh vnhvnc vncync yucyud yudfud fodfom fombom bimbil bilwil welwet wetget gatgas gaspas pkspkr pkrhkr hvrhvn hvncvn cyncyu cyudyu dfudfo dfomfo mbombi mbilbi lwilwe lwetwe tgetga tgasga spaspk spkrpk rhkrhv rhvnhv ncvncy ncyucy udyudf udfodf omfomb ombimb ilbilw ilwelw etwetg etgatg asgasp aspksp krpkrh krhvrh vnhvnc vncync yucyud yudfud fodfom fombom bimbil bilwil welwet wetget gatgas gaspas pkspkr pkrhkr hvrhvn hvncvn cy: [1002, 1215, 1112, 1356]
article-body-filler: spkrpk rhkrhv rhvnhv ncvncy ncyucy udyudf udfodf omfomb ombimb ilbilw ilwelw etwetg etgatg asgasp aspksp krpkrh krhvrh vnhvnc vncync yucyud yudfud fodfom fombom bimbil bilwil welwet wetget gatgas gaspas pkspkr pkrhkr hvrhvn hvncvn cyncyu cyudyu dfudfo dfomfo mbombi mbilbi lwilwe lwetwe tgetga tgasga spaspk spkrpk rhkrhv rhvnhv ncvncy ncyucy udyudf udfodf omfomb ombimb ilbilw ilwelw etwetg etgatg asgasp aspksp krpkrh krhvrh vnhvnc vncync yucyud yudfud fodfom fombom bimbil bilwil welwet wetget gatgas gaspas pkspkr pkrhkr hvrhvn hvncvn cyncyu cyudyu dfudfo dfomfo mbombi mbilbi lwilwe lwetwe tgetga tgasga spaspk spkrpk rhkrhv rhvnhv ncvncy ncyucy ud: [315, 235, 475, 343]
article-body-filler: vncync yucyud yudfud fodfom fombom bimbil bilwil welwet wetget gatgas gaspas pkspkr pkrhkr hvrhvn hvncvn cyncyu cyudyu dfudfo dfomfo mbombi mbilbi lwilwe lwetwe tgetga tgasga spaspk spkrpk rhkrhv rhvnhv ncvncy ncyucy udyudf udfodf omfomb ombimb ilbilw ilwelw etwetg etgatg asgasp aspksp krpkrh krhvrh vnhvnc vncync yucyud yudfud fodfom fombom bimbil bilwil welwet wetget ga: [315, 362, 475, 428]
notice-body-filler: ombimb ilbilw ilwelw etwetg etgatg asgasp aspksp krpkrh krhvrh vnhvnc vncync yucyud yudfud fodfom fombom bimbil bilwil welwet wetget gatgas gaspas pkspkr pkrhkr hvrhvn hvncvn cyncyu cyudyu dfudfo dfomfo mbombi mbilbi lwilwe lwetwe tgetga tgasga spaspk spkrpk rhkrhv rhvnhv ncvncy ncyucy udyudf udfodf omfomb ombimb ilbilw ilwelw etwetg etgatg asgasp aspksp krpkrh krhvrh vnhvnc vncync yucyud yudfud fodfom fombom bimbil bilwil welwet wetget gatgas gaspas pkspkr pkrhkr hvrhvn hvncvn cyncyu cyudyu dfudfo dfomfo mbombi mbilbi lwilwe lwetwe tgetga tgasga spaspk spkrpk rhkrhv rhvnhv ncvncy ncyucy udyudf udfodf omfomb ombimb ilbilw ilwelw etwetg etgatg as: [829, 637, 997, 737]
ad-headline: TO BUILDERS AND CONTRACTORS.: [685, 897, 795, 905]
notice-body-filler: krhvrh vnhvnc vncync yucyud yudfud fodfom fombom bimbil bilwil welwet wetget gatgas gaspas pkspkr pkrhkr hvrhvn hvncvn cyncyu cyudyu dfudfo dfomfo mbombi mbilbi lwilwe lwetwe tgetga tgasga spaspk spkrpk rhkrhv rhvnhv ncvncy ncyucy udyudf udfodf omfomb ombimb ilbilw ilwelw etwetg etgatg asgasp aspksp krpkrh krhvrh vnhvnc vncync yucyud yudfud fodfom fombom bimbil bilwil welwet wetget gatgas gaspas pkspkr pkrhkr hvrhvn hvncvn cyncyu cyudyu dfudfo dfomfo mbombi mbilbi lwilwe lwetwe tgetga tgasga spaspk spkrpk rh: [829, 391, 997, 474]
ad-body-filler: hvncvn cyncyu cyudyu dfudfo dfomfo mbombi mbilbi lwilwe lwetwe tgetga tgasga spaspk spkrpk rhkrhv rhvnhv ncvncy ncyucy udyudf udfodf omfomb ombimb ilbilw ilwelw etwetg etgatg asgasp aspksp krpkrh krhvrh vnhvnc vncync yucyud yudfud fodfom fombom bimbil bilwil welwet wetget gatgas gaspas pkspkr pkrhkr hvrhvn hvncvn cyncyu cyudyu dfudfo dfomfo mbombi mbilbi lwilwe lwetwe tgetga tgasga spaspk spkrpk rhkrhv rhvnhv ncvncy ncyucy udyudf udfodf omfomb ombimb ilbilw ilwelw etwetg etgatg asgasp aspksp krpkrh krhvrh vnhvnc vncync yucyud yudfud fodfom fombom bimbil bilwil welwet wetget ga: [656, 705, 824, 797]
article-body-filler: udfodf omfomb ombimb ilbilw ilwelw etwetg etgatg asgasp aspksp krpkrh krhvrh vnhvnc vncync yucyud yudfud fodfom fombom bimbil bilwil welwet wetget gatgas gaspas pkspkr pkrhkr hvrhvn hvncvn cyncyu cyudyu dfudfo dfomfo mbombi mbilbi lwilwe lwetwe tgetga tgasga spaspk spkrpk rhkrhv rhvnhv ncvncy ncyucy udyudf udfodf omfomb ombimb ilbilw ilwelw etwetg etgatg asgasp aspksp krpkrh krhvrh vnhvnc vncync yucyud yudfud fodfom fombom bimbil bilwil welwet wetget gatgas gaspas pkspkr pkrhkr hvrhvn hvncvn cyncyu cyudyu df: [137, 136, 309, 219]
article-paragraph: A SAILOR'S DRESS. A young man named Mr George McGregor was charged with stealing a dress from the ship.: [315, 344, 475, 361]
ship-name: WITCH OF THE TEES,: [691, 108, 789, 118]
article-body-filler: mbilbi lwilwe lwetwe tgetga tgasga spaspk spkrpk rhkrhv rhvnhv ncvncy ncyucy udyudf udfodf omfomb ombimb ilbilw ilwelw etwetg etgatg asgasp aspksp krpkrh krhvrh vnhvnc vncync yucyud yudfud fodfom fombom bimbil bilwil welwet wetget gatgas gaspas pkspkr pkrhkr hvrhvn hvncvn cyncyu cyudyu dfudfo dfomfo mbombi mbilbi lwilwe lwetwe tgetga tgasga spaspk spkrpk rhkrhv rhvnhv ncvncy ncyucy udyudf udfodf omfomb ombimb ilbilw ilwelw etwetg etgatg as: [481, 383, 651, 449]
article-paragraph: We are aware that your Honor's Government have resolved to form a good road from Dunedin to the Lake. We have hitherto been dependent upon a track not available for wheeled traffic.: [481, 450, 651, 475]
article-body-filler: ilwelw etwetg etgatg asgasp aspksp krpkrh krhvrh vnhvnc vncync yucyud yudfud fodfom fombom bimbil bilwil welwet wetget gatgas gaspas pkspkr pkrhkr hvrhvn hvncvn cyncyu cyudyu dfudfo dfomfo mbombi mbilbi lwilwe lwetwe tgetga tgasga spaspk spkrpk rhkrhv rhvnhv ncvncy ncyucy udyudf udfodf omfomb ombimb ilbilw ilwelw etwetg etgatg asgasp aspksp krpkrh krhvrh vnhvnc vncync yucyud yudfud fodfom fombom bimbil bilwil welwet wetget gatgas gaspas pkspkr pkrhkr hvrhvn hvncvn cyncyu cyudyu dfudfo dfomfo mbombi mbilbi lw: [315, 630, 475, 713]
ad-title: PHRENOLOGY.: [1034, 820, 1080, 828]
advertisement: [656, 43, 824, 199]
advertisement: [1002, 643, 1112, 817]
ad-body: Expected shortly to arrive in the New River, from London, will be laid on as the first WOOL SHIP from the PROVINCE OF SOUTHLAND DIRECT FOR THE LONDON MARKET. And will sail DURING THE MONTH OF JANUARY.: [656, 127, 824, 160]
dateline: MONDAY, 18TH JANUARY, 1864.: [345, 182, 445, 190]
ad-body: The favorite Clipper Schooner TOMMY, having just arrived, will take a Cargo of Wool direct to Melbourne Wharf, at reasonable rates.: [656, 304, 824, 328]
article-paragraph: By Mr Smith: He would swear he never gave the plaintiff any orders to do the work.: [137, 551, 309, 568]
firm-name: MATHESON & GRACIE,: [1007, 370, 1107, 394]
ad-body-filler: etgatg asgasp aspksp krpkrh krhvrh vnhvnc vncync yucyud yudfud fodfom fombom bimbil bilwil welwet wetget gatgas gaspas pkspkr pkrhkr hvrhvn hvncvn cyncyu cyudyu dfudfo dfomfo mbombi mbilbi lwilwe lwetwe tgetga tgasga spaspk spkrpk rhkrhv rhvnhv ncvncy ncyucy udyudf udfodf omfomb ombimb ilbilw ilwelw etwetg etgatg asgasp aspksp krpkrh krhvrh vnhvnc vncync yucyud yudfud fodfom fombom bimbil bilwil welwet wetget gatgas gaspas pkspkr pkrhkr hvrhvn hvncvn cyncyu cyudyu dfudfo dfomfo mbombi mbilbi lwilwe lwetwe tgetga tgasga spaspk spkrpk rhkrhv rhvnhv ncvncy ncyucy udyudf udfodf omfomb ombimb ilbilw ilwelw etwetg etgatg asgasp aspksp krpkrh krhvrh vn: [1002, 1374, 1112, 1532]
article-paragraph: In conclusion we beg to say that we trust your visit will be productive of much good.: [481, 671, 651, 688]
ad-line: CONSTRUCTION OF PERMANENT WAY.: [680, 1051, 800, 1059]
ad-agents: W. H. AYLMER, Clerk to Superintendent.: [684, 1016, 796, 1024]
ad-headline: BLUFF HARBOR, CAMPBELLTOWN.: [685, 836, 795, 844]
section-heading: SUPREME COURT.: [160, 26, 286, 37]
column-2: [137, 26, 309, 1460]
royal-coat-of-arms-icon: [883, 43, 943, 83]
notice-date: Waste Land Board Office, Invercargill, 12th December, 1863.: [829, 343, 997, 351]
ship-name: TOMMY,: [709, 289, 771, 305]
ad-title: NOTICE TO CONSIGNEES.: [681, 535, 799, 545]
ship-master: C. BARTLEY, MASTER,: [705, 118, 775, 126]
signature: WALTER H. PEARSON, Chief Commissioner.: [848, 475, 978, 483]
advertisement: [1002, 1196, 1112, 1362]
ad-body-filler: gaspas pkspkr pkrhkr hvrhvn hvncvn cyncyu cyudyu dfudfo dfomfo mbombi mbilbi lwilwe lwetwe tgetga tgasga spaspk spkrpk rhkrhv rhvnhv ncvncy ncyucy udyudf udfodf omfomb ombimb ilbilw ilwelw etwetg etgatg asgasp aspksp krpkrh krhvrh vnhvnc vncync yucyud yudfud fodfom fombom bimbil bilwil welwet wetget gatgas gaspas pkspkr pkrhkr hvrhvn hvncvn cyncyu cyudyu dfudfo dfomfo mb: [1002, 829, 1112, 920]
notice-body-filler: bilwil welwet wetget gatgas gaspas pkspkr pkrhkr hvrhvn hvncvn cyncyu cyudyu dfudfo dfomfo mbombi mbilbi lwilwe lwetwe tgetga tgasga spaspk spkrpk rhkrhv rhvnhv ncvncy ncyucy udyudf udfodf omfomb ombimb ilbilw ilwelw etwetg etgatg asgasp aspksp krpkrh krhvrh vnhvnc vncync yucyud yudfud fodfom fombom bimbil bilwil welwet wetget gatgas gaspas pkspkr pkrhkr hvrhvn hvncvn cy: [829, 158, 997, 216]
ad-title: FIVE POUNDS REWARD.: [1020, 930, 1094, 937]
dateline: MONDAY, JANUARY 18TH, 1864.: [173, 47, 273, 55]
advertisement: [1002, 105, 1112, 130]
ad-title: FOR SALE.: [1032, 134, 1082, 144]
ad-title: BLUFF HARBOR AND INVERCARGILL RAILWAY.: [680, 1032, 800, 1050]
ad-headline: WITCH OF THE TEES FOR LONDON.: [685, 203, 795, 211]
